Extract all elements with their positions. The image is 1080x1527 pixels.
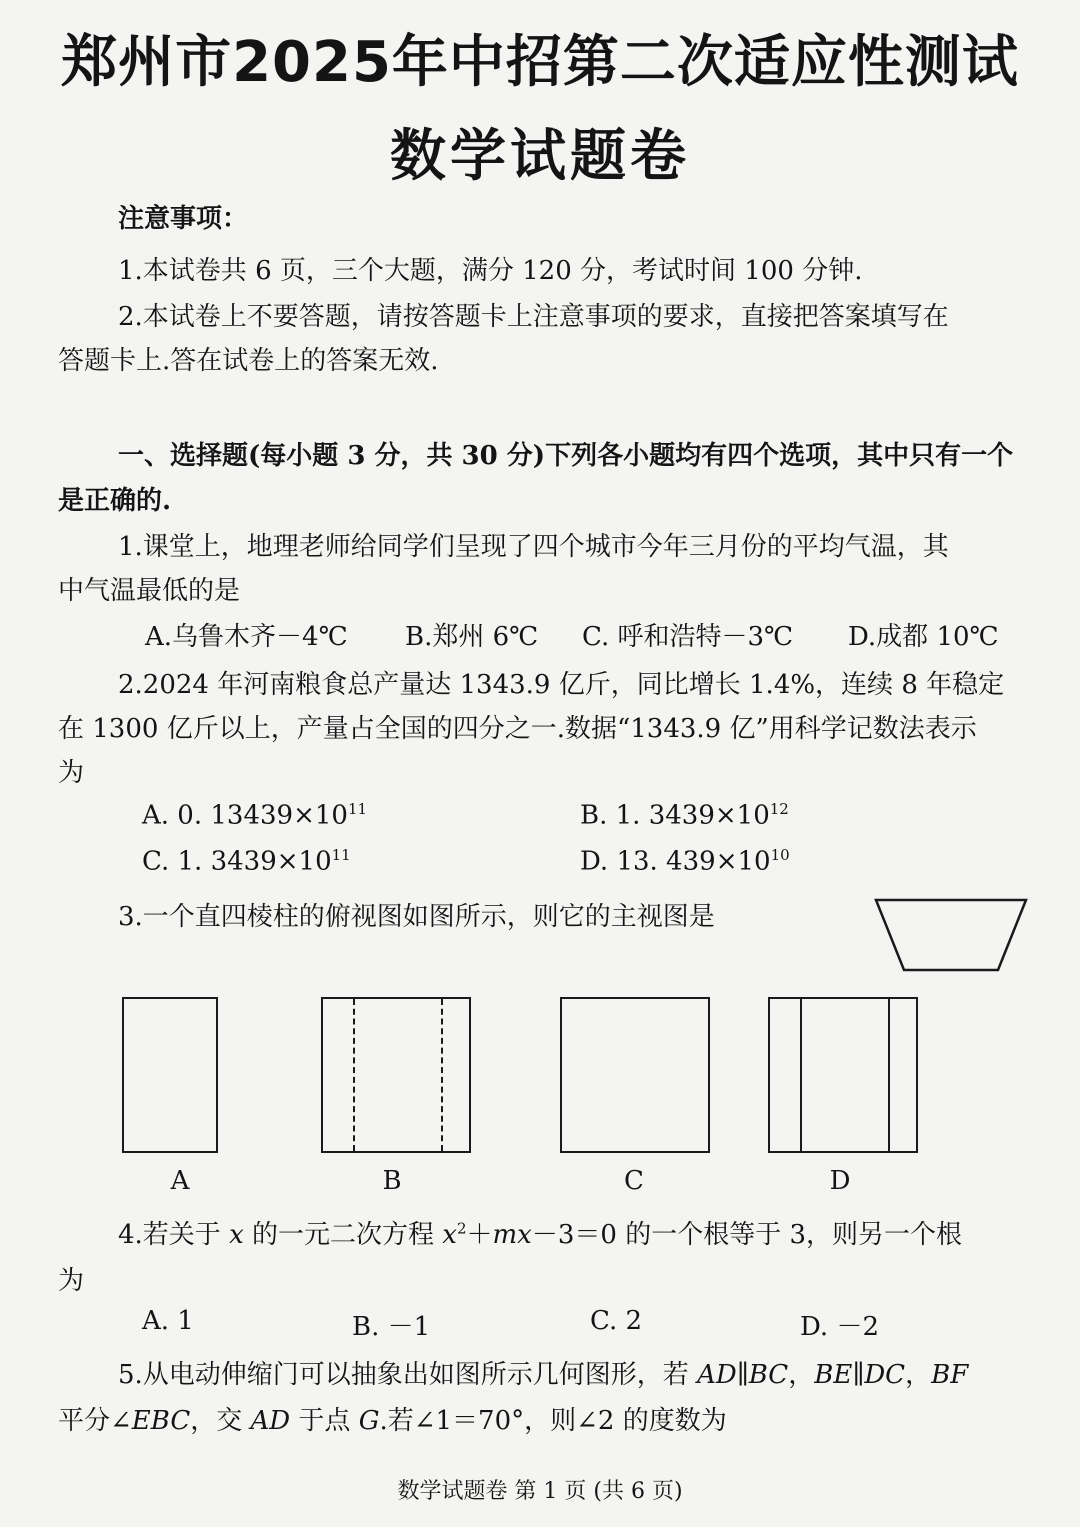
q2-option-b-exp: 12 <box>769 800 789 818</box>
q4-option-c: C. 2 <box>590 1306 643 1336</box>
q2-line2: 在 1300 亿斤以上，产量占全国的四分之一.数据“1343.9 亿”用科学记数法表示 <box>58 714 977 744</box>
q5-l2-pre: 平分∠ <box>58 1406 132 1436</box>
section1-heading-line2: 是正确的. <box>58 486 172 516</box>
notice-heading: 注意事项： <box>118 204 249 234</box>
q3-b-hidden-edge-right <box>441 999 443 1151</box>
exam-subtitle: 数学试题卷 <box>390 124 690 189</box>
q5-ad-2: AD <box>250 1406 291 1436</box>
q5-bc: BC <box>748 1360 789 1390</box>
q4-text-mid: 的一元二次方程 <box>243 1220 443 1250</box>
q3-d-edge-right <box>888 999 890 1151</box>
q2-option-d-exp: 10 <box>770 846 790 864</box>
q2-line3: 为 <box>58 758 85 788</box>
q5-be: BE <box>814 1360 853 1390</box>
q3-label-b: B <box>382 1166 402 1196</box>
q2-option-a-base: A. 0. 13439×10 <box>142 800 348 831</box>
q1-line2: 中气温最低的是 <box>58 576 241 606</box>
q4-text-post: －3＝0 的一个根等于 3，则另一个根 <box>531 1220 962 1250</box>
q3-option-c-figure <box>560 997 710 1153</box>
q3-option-a-figure <box>122 997 218 1153</box>
q5-line2 <box>58 1400 727 1437</box>
q3-label-d: D <box>829 1166 851 1196</box>
q4-var-x: x <box>229 1220 244 1250</box>
q5-parallel-2: ∥ <box>852 1360 865 1390</box>
q4-plus: ＋ <box>466 1220 493 1250</box>
q5-l2-post: .若∠1＝70°，则∠2 的度数为 <box>379 1406 727 1436</box>
q4-exponent: 2 <box>456 1219 467 1238</box>
q5-parallel-1: ∥ <box>736 1360 749 1390</box>
q1-line1: 1.课堂上，地理老师给同学们呈现了四个城市今年三月份的平均气温，其 <box>118 532 949 562</box>
q1-option-d: D.成都 10℃ <box>848 622 999 652</box>
q5-l2-mid: ，交 <box>190 1406 251 1436</box>
section1-heading-line1: 一、选择题(每小题 3 分，共 30 分)下列各小题均有四个选项，其中只有一个 <box>118 441 1014 471</box>
q3-option-b-figure <box>321 997 471 1153</box>
page-footer: 数学试题卷 第 1 页 (共 6 页) <box>397 1479 683 1504</box>
q2-option-b-base: B. 1. 3439×10 <box>580 800 770 831</box>
q1-option-b: B.郑州 6℃ <box>405 622 539 652</box>
q2-option-c-base: C. 1. 3439×10 <box>142 846 332 877</box>
q1-option-c: C. 呼和浩特－3℃ <box>582 622 794 652</box>
q5-text-pre: 5.从电动伸缩门可以抽象出如图所示几何图形，若 <box>118 1360 698 1390</box>
q4-mx: mx <box>492 1220 532 1250</box>
q4-line2: 为 <box>58 1266 85 1296</box>
q2-option-d-base: D. 13. 439×10 <box>580 846 771 877</box>
q2-option-b <box>580 800 789 831</box>
q2-option-a <box>142 800 367 831</box>
q3-d-edge-left <box>800 999 802 1151</box>
q5-comma-2: ， <box>905 1360 932 1390</box>
q4-option-a: A. 1 <box>142 1306 194 1336</box>
q4-x-squared-base: x <box>442 1220 457 1250</box>
q5-ebc: EBC <box>131 1406 191 1436</box>
q2-line1: 2.2024 年河南粮食总产量达 1343.9 亿斤，同比增长 1.4%，连续 8 年稳定 <box>118 670 1005 700</box>
q5-ad: AD <box>697 1360 737 1390</box>
q5-line1 <box>118 1354 968 1391</box>
q4-option-b: B. －1 <box>352 1312 431 1342</box>
q2-option-a-exp: 11 <box>347 800 368 818</box>
notice-item-1: 1.本试卷共 6 页，三个大题，满分 120 分，考试时间 100 分钟. <box>118 256 863 286</box>
q5-point-g: G <box>358 1406 380 1436</box>
q5-bf: BF <box>931 1360 969 1390</box>
q5-l2-mid2: 于点 <box>290 1406 359 1436</box>
q2-option-d <box>580 846 790 877</box>
q5-dc: DC <box>864 1360 906 1390</box>
q2-option-c <box>142 846 351 877</box>
q4-text-pre: 4.若关于 <box>118 1220 230 1250</box>
q3-label-c: C <box>624 1166 644 1196</box>
q3-label-a: A <box>170 1166 190 1196</box>
q4-line1 <box>118 1214 962 1251</box>
notice-item-2-line1: 2.本试卷上不要答题，请按答题卡上注意事项的要求，直接把答案填写在 <box>118 302 949 332</box>
q4-option-d: D. －2 <box>800 1312 879 1342</box>
q1-option-a: A.乌鲁木齐－4℃ <box>145 622 348 652</box>
q3-line1: 3.一个直四棱柱的俯视图如图所示，则它的主视图是 <box>118 902 715 932</box>
q3-option-d-figure <box>768 997 918 1153</box>
q2-option-c-exp: 11 <box>331 846 351 864</box>
notice-item-2-line2: 答题卡上.答在试卷上的答案无效. <box>58 346 439 376</box>
q3-b-hidden-edge-left <box>353 999 355 1151</box>
trapezoid-top-view <box>876 900 1026 970</box>
q5-comma-1: ， <box>788 1360 815 1390</box>
q3-top-view-figure <box>872 896 1032 976</box>
exam-title: 郑州市2025年中招第二次适应性测试 <box>61 30 1019 95</box>
